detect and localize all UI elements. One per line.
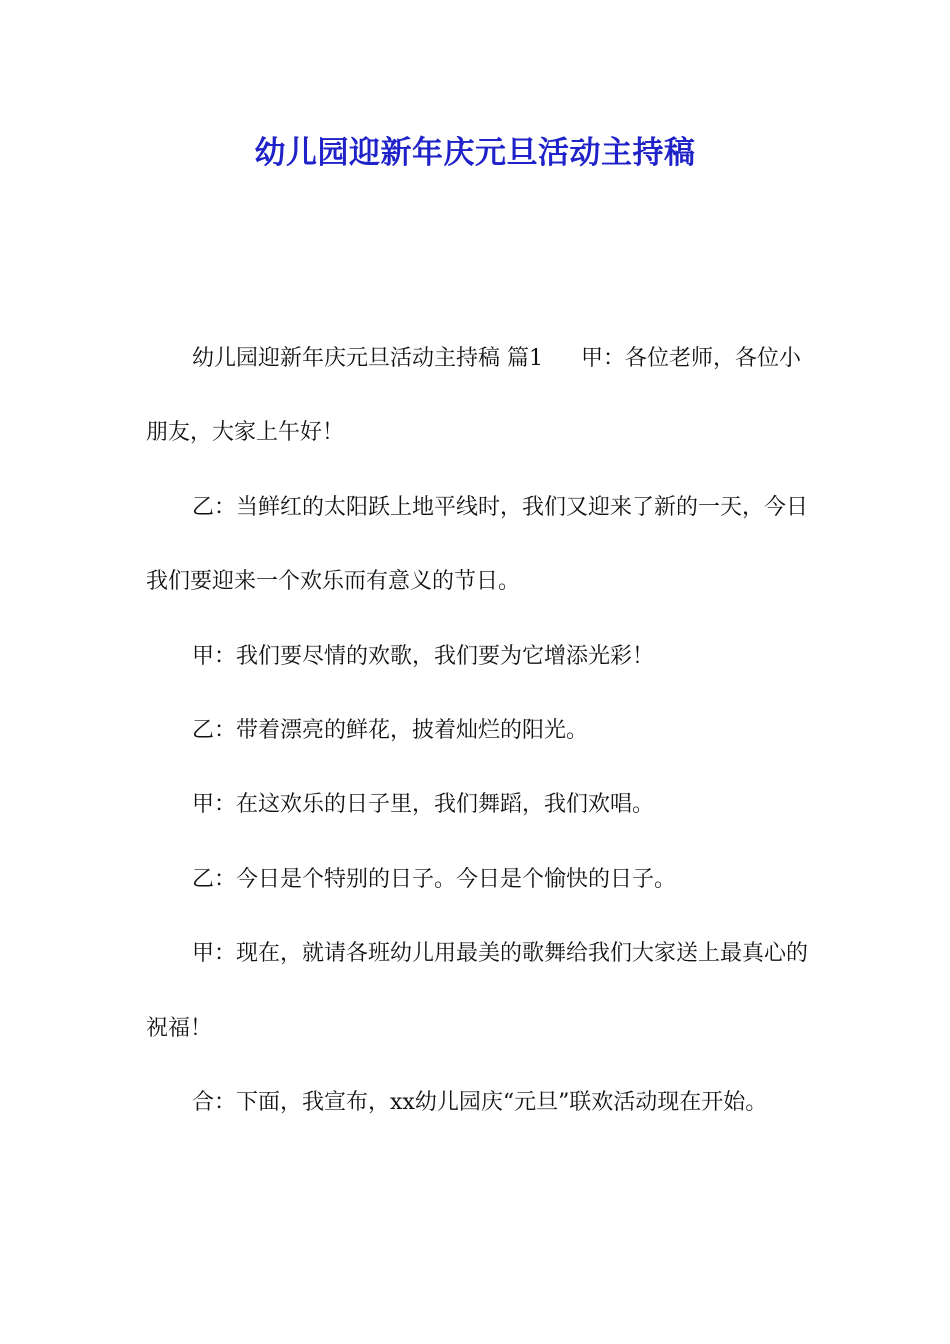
paragraph-4: 甲：在这欢乐的日子里，我们舞蹈，我们欢唱。 [192,792,655,818]
paragraph-7: 合：下面，我宣布，xx幼儿园庆“元旦”联欢活动现在开始。 [192,1090,768,1116]
section-heading: 幼儿园迎新年庆元旦活动主持稿 篇1 [192,346,543,371]
intro-paragraph [146,322,811,471]
paragraph-1: 乙：当鲜红的太阳跃上地平线时，我们又迎来了新的一天，今日我们要迎来一个欢乐而有意义的节日。 [146,494,809,595]
paragraph-3: 乙：带着漂亮的鲜花，披着灿烂的阳光。 [192,718,589,744]
document-title: 幼儿园迎新年庆元旦活动主持稿 [254,135,696,171]
paragraph-6: 甲：现在，就请各班幼儿用最美的歌舞给我们大家送上最真心的祝福！ [146,941,809,1041]
paragraph-5: 乙：今日是个特别的日子。今日是个愉快的日子。 [192,866,677,892]
intro-text: 甲：各位老师，各位小朋友，大家上午好！ [146,346,802,446]
paragraph-2: 甲：我们要尽情的欢歌，我们要为它增添光彩！ [192,643,655,669]
document-body [146,322,811,1140]
